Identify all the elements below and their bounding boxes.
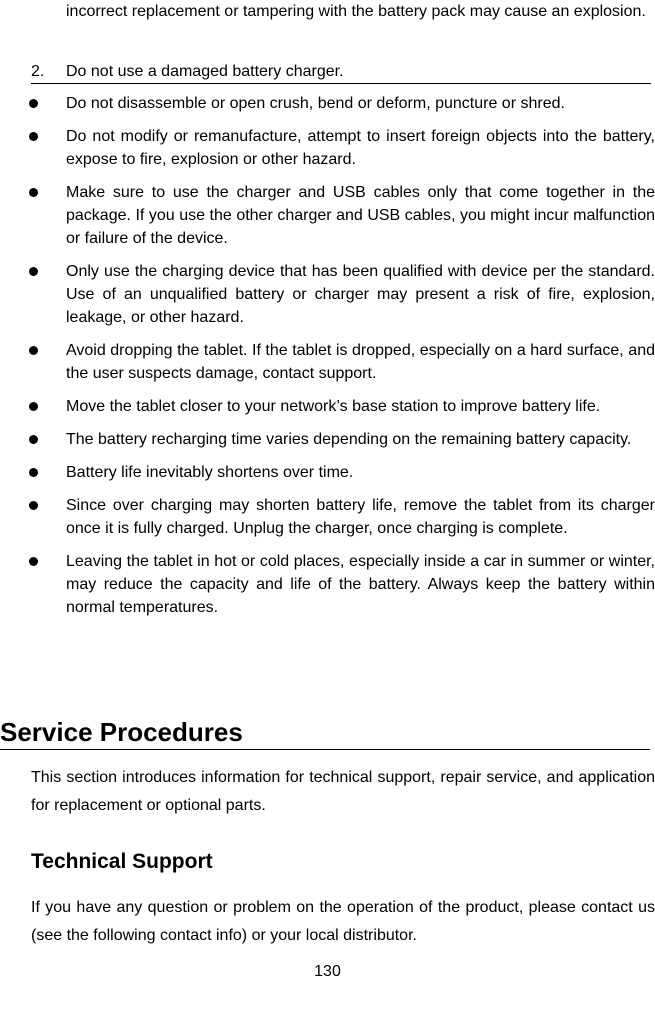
section-intro: This section introduces information for technical support, repair service, and application for replacement or optional parts. — [31, 769, 655, 814]
bullet-text: The battery recharging time varies depending on the remaining battery capacity. — [66, 431, 632, 448]
bullet-icon — [29, 402, 38, 411]
bullet-icon — [29, 267, 38, 276]
list-item — [29, 260, 655, 329]
continued-paragraph: incorrect replacement or tampering with the battery pack may cause an explosion. — [66, 3, 646, 20]
bullet-text: Do not modify or remanufacture, attempt to insert foreign objects into the battery, expose to fire, explosion or other hazard. — [66, 128, 655, 168]
list-item — [29, 181, 655, 250]
bullet-text: Do not disassemble or open crush, bend or deform, puncture or shred. — [66, 95, 565, 112]
bullet-icon — [29, 501, 38, 510]
bullet-icon — [29, 557, 38, 566]
list-item — [29, 92, 655, 115]
subsection-heading: Technical Support — [31, 850, 213, 873]
bullet-icon — [29, 99, 38, 108]
section-heading: Service Procedures — [0, 716, 650, 750]
list-item — [29, 428, 655, 451]
bullet-text: Only use the charging device that has been qualified with device per the standard. Use of an unqualified battery or charger may present a risk of fire, explosion, leakage, or other hazard. — [66, 263, 655, 326]
list-item — [29, 125, 655, 171]
subsection-text: If you have any question or problem on the operation of the product, please contact us (see the following contact info) or your local distributor. — [31, 899, 655, 944]
numbered-item — [31, 60, 651, 84]
list-item — [29, 461, 655, 484]
bullet-text: Leaving the tablet in hot or cold places, especially inside a car in summer or winter, may reduce the capacity and life of the battery. Always keep the battery within normal temperatures. — [66, 553, 655, 616]
bullet-text: Since over charging may shorten battery life, remove the tablet from its charger once it is fully charged. Unplug the charger, once charging is complete. — [66, 497, 655, 537]
bullet-icon — [29, 468, 38, 477]
bullet-icon — [29, 435, 38, 444]
item-text: Do not use a damaged battery charger. — [66, 63, 344, 80]
list-item — [29, 395, 655, 418]
bullet-list — [29, 92, 655, 629]
list-item — [29, 550, 655, 619]
bullet-icon — [29, 132, 38, 141]
list-item — [29, 339, 655, 385]
item-number: 2. — [31, 63, 45, 80]
page-number: 130 — [314, 963, 341, 980]
bullet-icon — [29, 188, 38, 197]
bullet-text: Make sure to use the charger and USB cables only that come together in the package. If you use the other charger and USB cables, you might incur malfunction or failure of the device. — [66, 184, 655, 247]
bullet-icon — [29, 346, 38, 355]
list-item — [29, 494, 655, 540]
bullet-text: Avoid dropping the tablet. If the tablet is dropped, especially on a hard surface, and the user suspects damage, contact support. — [66, 342, 655, 382]
bullet-text: Move the tablet closer to your network’s base station to improve battery life. — [66, 398, 601, 415]
bullet-text: Battery life inevitably shortens over time. — [66, 464, 354, 481]
